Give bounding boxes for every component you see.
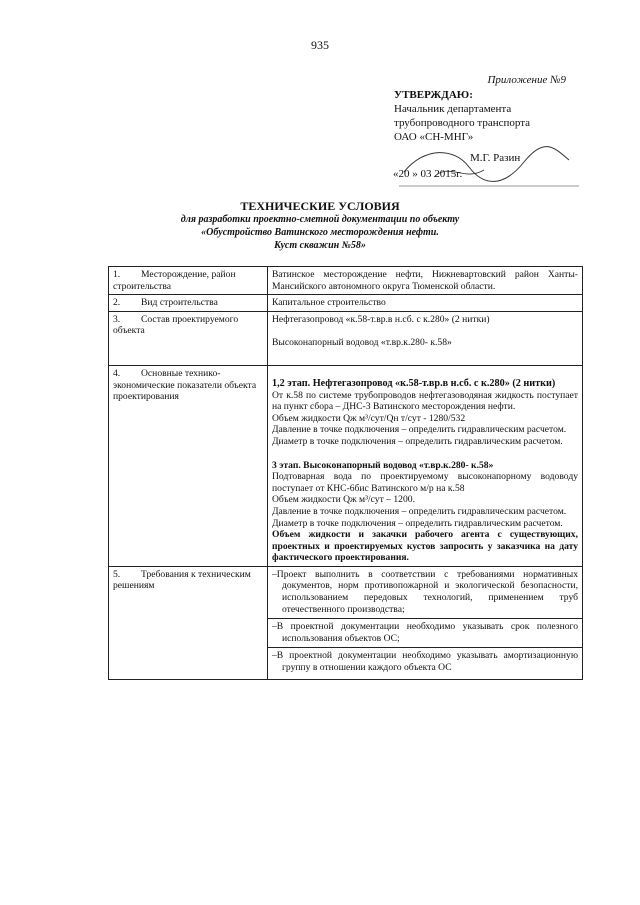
requirement-item: –Проект выполнить в соответствии с требованиями нормативных документов, норм противопожарной и экологической безопасности, использованием передовых технологий, применением труб отечественного производства; <box>272 568 578 615</box>
object-name: «Обустройство Ватинского месторождения нефти. <box>201 227 439 238</box>
row-label: Требования к техническим решениям <box>113 568 251 592</box>
stage-1-text: От к.58 по системе трубопроводов нефтегазоводяная жидкость поступает на пункт сбора – ДНС-3 Ватинского месторождения нефти. <box>272 389 578 413</box>
approval-date: «20 » 03 2015г. <box>393 168 463 180</box>
row-label: Вид строительства <box>141 297 218 309</box>
requirement-item: –В проектной документации необходимо указывать амортизационную группу в отношении каждого объекта ОС <box>272 650 578 674</box>
approve-line-3: ОАО «СН-МНГ» <box>394 131 474 143</box>
table-row <box>109 311 583 365</box>
doc-title: ТЕХНИЧЕСКИЕ УСЛОВИЯ <box>240 199 400 213</box>
stage-1-text: Объем жидкости Qж м³/сут/Qн т/сут - 1280/532 <box>272 412 466 424</box>
row-value: Высоконапорный водовод «т.вр.к.280- к.58» <box>272 337 452 349</box>
table-row <box>109 295 583 312</box>
row-number: 2. <box>113 297 121 309</box>
handwritten-signature <box>394 142 584 192</box>
page-number: 935 <box>311 38 329 52</box>
stage-3-text: Объем жидкости Qж м³/сут – 1200. <box>272 494 415 506</box>
stage-3-text: Диаметр в точке подключения – определить гидравлическим расчетом. <box>272 517 563 529</box>
approve-line-2: трубопроводного транспорта <box>394 117 531 129</box>
approve-heading: УТВЕРЖДАЮ: <box>394 89 473 101</box>
stage-1-title: 1,2 этап. Нефтегазопровод «к.58-т.вр.в н.сб. с к.280» (2 нитки) <box>272 377 556 389</box>
row-number: 1. <box>113 269 121 280</box>
row-label: Состав проектируемого объекта <box>113 313 239 337</box>
conditions-table <box>108 266 583 680</box>
stage-3-title: 3 этап. Высоконапорный водовод «т.вр.к.280- к.58» <box>272 459 494 471</box>
row-label: Месторождение, район строительства <box>113 269 236 292</box>
row-number: 4. <box>113 367 121 379</box>
stage-3-text: Давление в точке подключения – определить гидравлическим расчетом. <box>272 505 567 517</box>
row-value: Ватинское месторождение нефти, Нижневартовский район Ханты-Мансийского автономного округа Тюменской области. <box>268 267 583 295</box>
table-row <box>109 267 583 295</box>
object-pad: Куст скважин №58» <box>274 240 366 251</box>
appendix-label: Приложение №9 <box>487 74 566 86</box>
row-label: Основные технико-экономические показатели объекта проектирования <box>113 367 257 403</box>
doc-subtitle: для разработки проектно-сметной документации по объекту <box>180 214 460 225</box>
table-row <box>109 365 583 566</box>
requirement-item: –В проектной документации необходимо указывать срок полезного использования объектов ОС; <box>272 621 578 644</box>
row-value: Капитальное строительство <box>268 295 583 312</box>
table-row <box>109 566 583 679</box>
stage-1-text: Давление в точке подключения – определить гидравлическим расчетом. <box>272 424 567 436</box>
row-number: 3. <box>113 313 121 325</box>
approver-name: М.Г. Разин <box>470 152 521 164</box>
approval-block <box>394 88 530 144</box>
stage-1-text: Диаметр в точке подключения – определить гидравлическим расчетом. <box>272 435 563 447</box>
stage-3-note: Объем жидкости и закачки рабочего агента с существующих, проектных и проектируемых кустов запросить у заказчика на дату фактического проектирования. <box>272 529 578 564</box>
approve-line-1: Начальник департамента <box>394 103 512 115</box>
stage-3-text: Подтоварная вода по проектируемому высоконапорному водоводу поступает от КНС-6бис Ватинского м/р на к.58 <box>272 471 578 494</box>
title-block <box>150 200 490 252</box>
row-number: 5. <box>113 568 121 580</box>
row-value: Нефтегазопровод «к.58-т.вр.в н.сб. с к.280» (2 нитки) <box>272 313 490 325</box>
